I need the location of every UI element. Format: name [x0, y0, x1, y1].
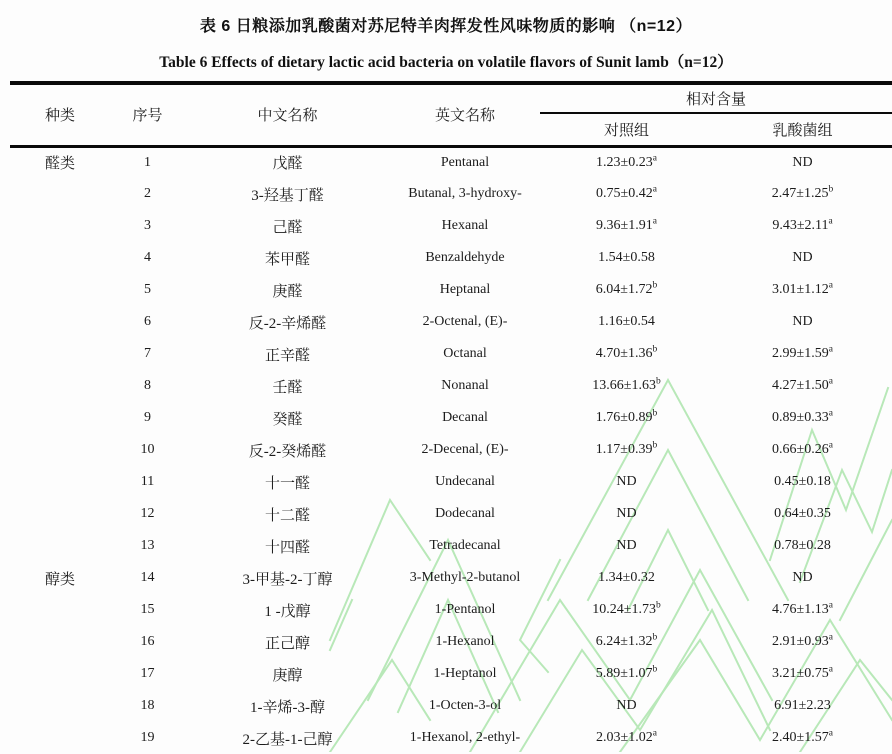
row-number-cell: 8 — [144, 378, 151, 393]
header-row-top — [10, 83, 892, 113]
lab-value-cell — [713, 434, 892, 466]
row-number-cell: 19 — [140, 730, 155, 745]
control-value-cell — [540, 530, 713, 562]
lab-value: 0.66±0.26 — [772, 442, 829, 457]
table-row — [10, 306, 892, 338]
row-number-cell: 3 — [144, 218, 151, 233]
chinese-name-cell: 癸醛 — [272, 411, 303, 428]
control-value-cell — [540, 338, 713, 370]
table-row — [10, 370, 892, 402]
lab-sup: a — [828, 632, 833, 643]
english-name-cell: Hexanal — [441, 218, 489, 233]
chinese-name-cell: 3-甲基-2-丁醇 — [242, 571, 333, 588]
category-cell — [10, 466, 110, 498]
control-sup: b — [652, 664, 658, 675]
english-name-cell: 3-Methyl-2-butanol — [409, 570, 521, 585]
control-sup: b — [652, 344, 658, 355]
control-value-cell — [540, 562, 713, 594]
english-name-cell: 1-Hexanol — [435, 634, 495, 649]
english-name-cell: 1-Octen-3-ol — [428, 698, 502, 713]
lab-sup: a — [828, 376, 833, 387]
control-sup: b — [655, 600, 661, 611]
lab-value-cell — [713, 370, 892, 402]
table-row — [10, 338, 892, 370]
lab-value-cell — [713, 690, 892, 722]
row-number-cell: 15 — [140, 602, 155, 617]
category-cell: 醛类 — [44, 156, 75, 173]
chinese-name-cell: 反-2-癸烯醛 — [248, 443, 327, 460]
chinese-name-cell: 1-辛烯-3-醇 — [250, 699, 325, 716]
control-value-cell — [540, 434, 713, 466]
category-cell — [10, 722, 110, 754]
control-value-cell — [540, 306, 713, 338]
lab-value: 2.99±1.59 — [772, 346, 829, 361]
row-number-cell: 1 — [144, 154, 151, 170]
english-name-cell: Butanal, 3-hydroxy- — [408, 186, 522, 201]
control-value: 9.36±1.91 — [596, 218, 653, 233]
control-value: 1.16±0.54 — [598, 314, 655, 329]
lab-value: 3.01±1.12 — [772, 282, 829, 297]
english-name-cell: Octanal — [443, 346, 487, 361]
control-value: 1.76±0.89 — [595, 410, 653, 425]
control-value: 1.17±0.39 — [595, 442, 653, 457]
control-value-cell — [540, 594, 713, 626]
category-cell — [10, 402, 110, 434]
lab-value-cell — [713, 274, 892, 306]
control-value-cell — [540, 690, 713, 722]
chinese-name-cell: 壬醛 — [272, 379, 303, 396]
category-cell: 醇类 — [44, 571, 75, 588]
table-title-chinese: 表 6 日粮添加乳酸菌对苏尼特羊肉挥发性风味物质的影响 （n=12） — [199, 18, 693, 35]
category-cell — [10, 690, 110, 722]
row-number-cell: 14 — [140, 570, 155, 585]
control-sup: b — [652, 408, 658, 419]
control-value-cell — [540, 370, 713, 402]
control-sup: a — [652, 153, 657, 164]
lab-value: 0.89±0.33 — [772, 410, 829, 425]
table-row — [10, 466, 892, 498]
control-value: 6.04±1.72 — [595, 282, 653, 297]
lab-sup: a — [828, 216, 833, 227]
category-cell — [10, 274, 110, 306]
control-sup: a — [652, 184, 657, 195]
english-name-cell: Tetradecanal — [429, 538, 501, 553]
lab-sup: a — [828, 408, 833, 419]
chinese-name-cell: 十一醛 — [264, 475, 310, 492]
row-number-cell: 4 — [144, 250, 151, 265]
lab-sup: b — [828, 184, 834, 195]
control-value-cell — [540, 178, 713, 210]
control-value: 2.03±1.02 — [596, 730, 653, 745]
category-cell — [10, 530, 110, 562]
lab-value-cell — [713, 530, 892, 562]
lab-value: 4.76±1.13 — [772, 602, 829, 617]
category-cell — [10, 306, 110, 338]
table-row — [10, 434, 892, 466]
table-row — [10, 498, 892, 530]
table-row — [10, 722, 892, 754]
english-name-cell: 1-Pentanol — [434, 602, 496, 617]
control-value-cell — [540, 722, 713, 754]
lab-value-cell — [713, 178, 892, 210]
english-name-cell: Benzaldehyde — [425, 250, 505, 265]
english-name-cell: Undecanal — [435, 474, 495, 489]
category-cell — [10, 658, 110, 690]
lab-value: ND — [792, 250, 813, 265]
chinese-name-cell: 十二醛 — [264, 507, 310, 524]
table-row — [10, 594, 892, 626]
chinese-name-cell: 1 -戊醇 — [264, 603, 311, 620]
lab-value: 0.78±0.28 — [774, 538, 831, 553]
control-value: 0.75±0.42 — [596, 186, 653, 201]
category-cell — [10, 178, 110, 210]
control-value-cell — [540, 466, 713, 498]
table-row — [10, 178, 892, 210]
category-cell — [10, 338, 110, 370]
english-name-cell: Decanal — [442, 410, 488, 425]
lab-value: 2.91±0.93 — [772, 634, 829, 649]
chinese-name-cell: 2-乙基-1-己醇 — [242, 731, 333, 748]
chinese-name-cell: 正辛醛 — [264, 347, 310, 364]
header-control-group: 对照组 — [540, 113, 713, 146]
control-value-cell — [540, 658, 713, 690]
row-number-cell: 18 — [140, 698, 155, 713]
control-value: 1.54±0.58 — [598, 250, 655, 265]
control-value-cell — [540, 210, 713, 242]
control-value-cell — [540, 146, 713, 178]
category-cell — [10, 370, 110, 402]
table-row — [10, 658, 892, 690]
table-title-english: Table 6 Effects of dietary lactic acid bacteria on volatile flavors of Sunit lamb（n=12） — [159, 54, 733, 71]
control-value-cell — [540, 402, 713, 434]
category-cell — [10, 626, 110, 658]
table-body — [10, 146, 892, 754]
control-value: ND — [616, 506, 637, 521]
control-value: 6.24±1.32 — [595, 634, 653, 649]
english-name-cell: Pentanal — [440, 154, 490, 170]
control-value: 13.66±1.63 — [592, 378, 656, 393]
row-number-cell: 11 — [140, 474, 155, 489]
lab-value: ND — [792, 154, 813, 170]
lab-value-cell — [713, 658, 892, 690]
lab-value-cell — [713, 722, 892, 754]
control-value: ND — [616, 474, 637, 489]
control-sup: b — [652, 440, 658, 451]
lab-value-cell — [713, 498, 892, 530]
control-sup: b — [652, 280, 658, 291]
lab-value: 9.43±2.11 — [772, 218, 829, 233]
lab-sup: a — [828, 664, 833, 675]
header-english-name: 英文名称 — [390, 83, 540, 146]
control-sup: b — [655, 376, 661, 387]
row-number-cell: 16 — [140, 634, 155, 649]
control-value: ND — [616, 538, 637, 553]
chinese-name-cell: 庚醛 — [272, 283, 303, 300]
lab-sup: a — [828, 344, 833, 355]
table-row — [10, 242, 892, 274]
row-number-cell: 17 — [140, 666, 155, 681]
lab-value: 0.45±0.18 — [774, 474, 831, 489]
lab-value-cell — [713, 338, 892, 370]
lab-value-cell — [713, 562, 892, 594]
table-row — [10, 274, 892, 306]
category-cell — [10, 210, 110, 242]
english-name-cell: Heptanal — [439, 282, 491, 297]
english-name-cell: 2-Octenal, (E)- — [422, 314, 508, 329]
lab-sup: a — [828, 600, 833, 611]
header-category: 种类 — [10, 83, 110, 146]
chinese-name-cell: 苯甲醛 — [264, 251, 310, 268]
lab-value-cell — [713, 626, 892, 658]
control-value: 1.34±0.32 — [598, 570, 655, 585]
chinese-name-cell: 正己醇 — [264, 635, 310, 652]
row-number-cell: 5 — [144, 282, 151, 297]
header-chinese-name: 中文名称 — [185, 83, 390, 146]
table-row — [10, 626, 892, 658]
control-value-cell — [540, 242, 713, 274]
lab-sup: a — [828, 728, 833, 739]
control-value: 10.24±1.73 — [592, 602, 656, 617]
table-row — [10, 146, 892, 178]
chinese-name-cell: 十四醛 — [264, 539, 310, 556]
chinese-name-cell: 戊醛 — [272, 156, 303, 173]
chinese-name-cell: 3-羟基丁醛 — [251, 187, 324, 204]
lab-value-cell — [713, 242, 892, 274]
row-number-cell: 6 — [144, 314, 151, 329]
english-name-cell: Nonanal — [441, 378, 489, 393]
control-sup: b — [652, 632, 658, 643]
lab-value: ND — [792, 314, 813, 329]
header-lab-group: 乳酸菌组 — [713, 113, 892, 146]
table-row — [10, 210, 892, 242]
english-name-cell: 1-Heptanol — [433, 666, 497, 681]
lab-value-cell — [713, 146, 892, 178]
category-cell — [10, 594, 110, 626]
control-value: 5.89±1.07 — [595, 666, 653, 681]
table-row — [10, 402, 892, 434]
lab-value: 6.91±2.23 — [774, 698, 831, 713]
control-sup: a — [652, 216, 657, 227]
lab-value-cell — [713, 210, 892, 242]
lab-sup: a — [828, 280, 833, 291]
row-number-cell: 2 — [144, 186, 151, 201]
lab-sup: a — [828, 440, 833, 451]
lab-value-cell — [713, 594, 892, 626]
lab-value: 2.47±1.25 — [771, 186, 829, 201]
lab-value-cell — [713, 466, 892, 498]
control-value: 1.23±0.23 — [596, 154, 653, 170]
chinese-name-cell: 庚醇 — [272, 667, 303, 684]
row-number-cell: 12 — [140, 506, 155, 521]
header-relative-content: 相对含量 — [540, 83, 892, 113]
english-name-cell: 2-Decenal, (E)- — [421, 442, 509, 457]
header-number: 序号 — [110, 83, 185, 146]
control-value-cell — [540, 626, 713, 658]
lab-value: 0.64±0.35 — [774, 506, 831, 521]
category-cell — [10, 242, 110, 274]
english-name-cell: 1-Hexanol, 2-ethyl- — [409, 730, 521, 745]
lab-value: 2.40±1.57 — [772, 730, 829, 745]
table-row — [10, 690, 892, 722]
row-number-cell: 7 — [144, 346, 151, 361]
row-number-cell: 13 — [140, 538, 155, 553]
english-name-cell: Dodecanal — [435, 506, 495, 521]
lab-value: 3.21±0.75 — [772, 666, 829, 681]
row-number-cell: 10 — [140, 442, 155, 457]
control-sup: a — [652, 728, 657, 739]
control-value: 4.70±1.36 — [595, 346, 653, 361]
category-cell — [10, 434, 110, 466]
row-number-cell: 9 — [144, 410, 151, 425]
control-value-cell — [540, 274, 713, 306]
lab-value-cell — [713, 306, 892, 338]
table-row — [10, 562, 892, 594]
lab-value-cell — [713, 402, 892, 434]
lab-value: ND — [792, 570, 813, 585]
control-value-cell — [540, 498, 713, 530]
chinese-name-cell: 反-2-辛烯醛 — [248, 315, 327, 332]
table-header — [10, 83, 892, 146]
control-value: ND — [616, 698, 637, 713]
volatile-flavors-table — [10, 81, 892, 754]
table-row — [10, 530, 892, 562]
lab-value: 4.27±1.50 — [772, 378, 829, 393]
chinese-name-cell: 己醛 — [272, 219, 303, 236]
category-cell — [10, 498, 110, 530]
